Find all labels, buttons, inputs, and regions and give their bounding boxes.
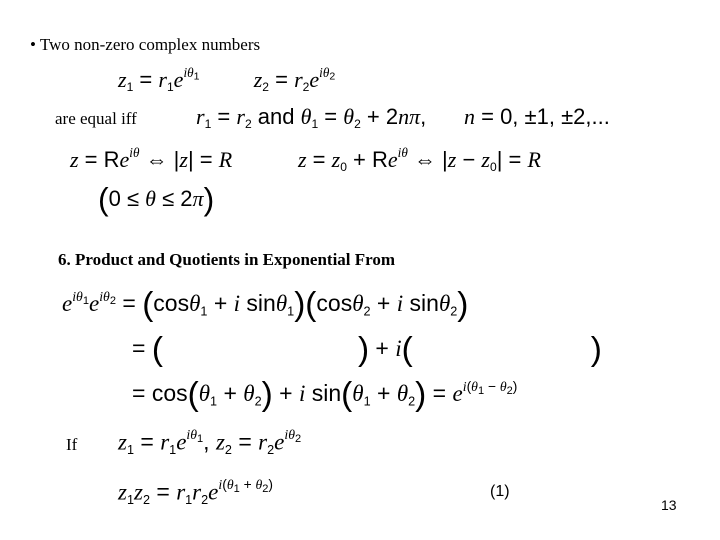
- formula-product-line2: = ( ) + i( ): [132, 331, 602, 368]
- formula-equality-condition: $r_1 = r_2$ and $\theta_1 = \theta_2 + 2n\pi$,: [196, 104, 427, 132]
- formula-circle-origin: $z = Re^{i\theta}$ ⇔ |z| = R: [70, 145, 233, 172]
- bullet: •: [30, 35, 36, 54]
- if-label: If: [66, 435, 78, 454]
- formula-product-result: $z_1z_2 = r_1r_2e^{i(\theta_1 + \theta_2)}$: [118, 477, 274, 507]
- and-word: and: [257, 104, 295, 129]
- formula-product-line3: = $\cos(\theta_1 + \theta_2) + i$ $\sin(\theta_1 + \theta_2) = e^{i(\theta_1 - \theta_2)}$: [132, 376, 518, 413]
- equation-number: (1): [490, 483, 510, 500]
- section-title: 6. Product and Quotients in Exponential From: [58, 250, 396, 269]
- formula-z1-z2: $z_1 = r_1e^{i\theta_1}$ $z_2 = r_2e^{i\theta_2}$: [118, 65, 336, 95]
- formula-n-values: n = 0, ±1, ±2,...: [464, 104, 610, 129]
- equal-iff-label: are equal iff: [55, 109, 137, 128]
- formula-if-z1-z2: $z_1 = r_1e^{i\theta_1}$, $z_2 = r_2e^{i\theta_2}$: [118, 427, 302, 457]
- formula-theta-range: (0 ≤ θ ≤ 2π): [98, 181, 215, 217]
- intro-text: Two non-zero complex numbers: [39, 35, 261, 54]
- formula-circle-center: $z = z_0 + Re^{i\theta}$ ⇔ $|z - z_0| = R$: [298, 145, 541, 175]
- page-number: 13: [661, 497, 677, 513]
- formula-product-line1: $e^{i\theta_1}e^{i\theta_2} = (\cos\theta_1 + i$ sinθ$_1$)(cosθ$_2$ + i sinθ$_2$): [62, 286, 469, 323]
- intro-line: [30, 36, 260, 53]
